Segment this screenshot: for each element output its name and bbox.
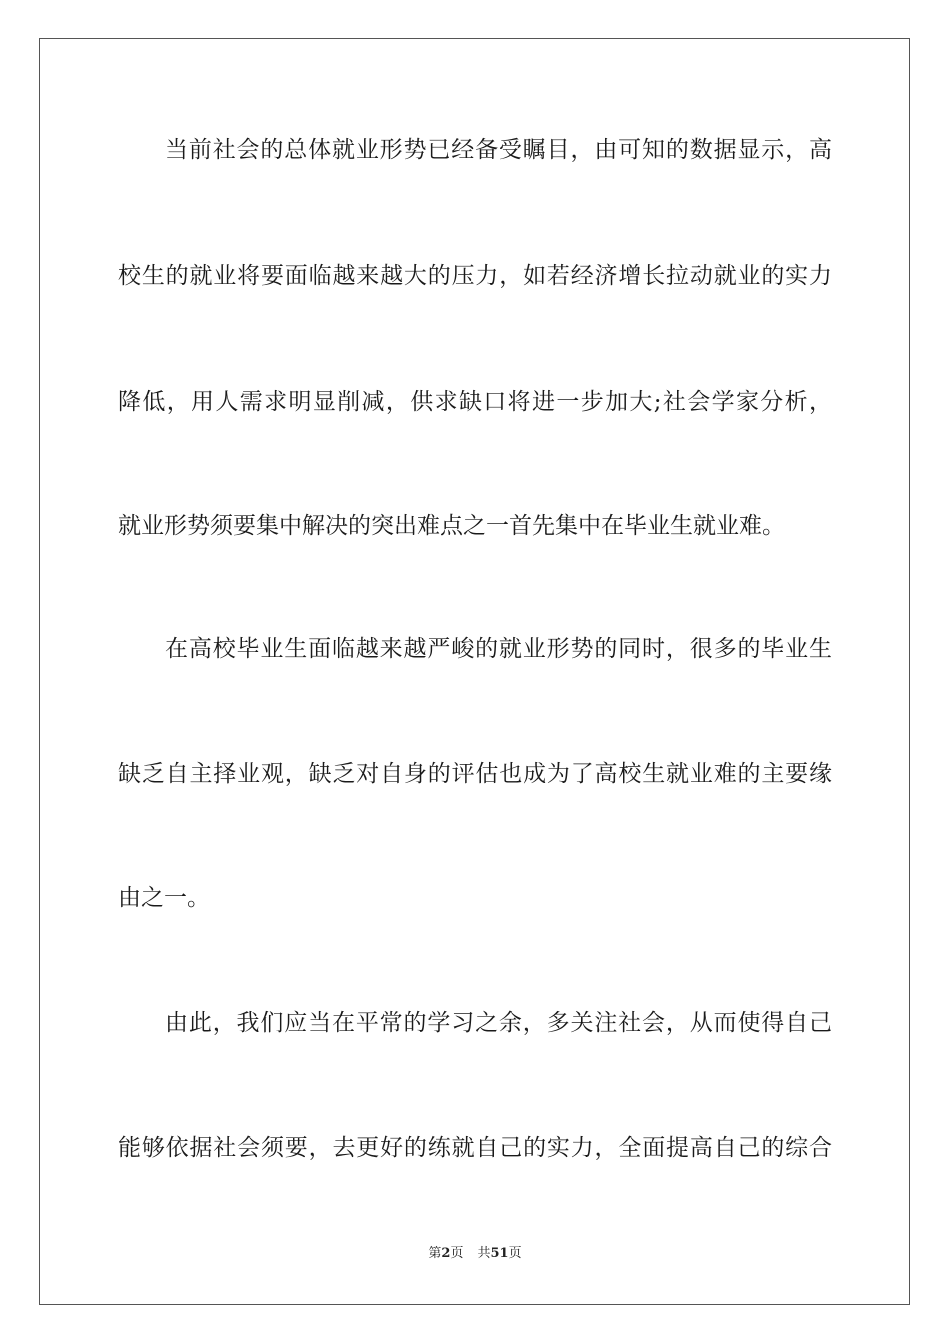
paragraph-1-line-3: 降低，用人需求明显削减，供求缺口将进一步加大;社会学家分析，: [118, 389, 832, 415]
footer-page-suffix: 页: [450, 1246, 464, 1261]
footer-total-prefix: 共: [477, 1246, 491, 1261]
footer-total-suffix: 页: [508, 1246, 522, 1261]
footer-page-prefix: 第: [428, 1246, 442, 1261]
paragraph-1-line-1: 当前社会的总体就业形势已经备受瞩目，由可知的数据显示，高: [165, 137, 832, 163]
paragraph-2-line-2: 缺乏自主择业观，缺乏对自身的评估也成为了高校生就业难的主要缘: [118, 761, 832, 787]
paragraph-3-line-2: 能够依据社会须要，去更好的练就自己的实力，全面提高自己的综合: [118, 1135, 832, 1161]
page-footer: [0, 1245, 950, 1263]
paragraph-1-line-2: 校生的就业将要面临越来越大的压力，如若经济增长拉动就业的实力: [118, 263, 832, 289]
footer-total-pages: 51: [490, 1246, 509, 1261]
paragraph-3-line-1: 由此，我们应当在平常的学习之余，多关注社会，从而使得自己: [165, 1010, 832, 1036]
footer-page-number: 2: [441, 1246, 451, 1261]
paragraph-2-line-1: 在高校毕业生面临越来越严峻的就业形势的同时，很多的毕业生: [165, 636, 832, 662]
page-border: [39, 38, 910, 1305]
paragraph-1-line-4: 就业形势须要集中解决的突出难点之一首先集中在毕业生就业难。: [118, 513, 785, 539]
paragraph-2-line-3: 由之一。: [118, 885, 210, 911]
